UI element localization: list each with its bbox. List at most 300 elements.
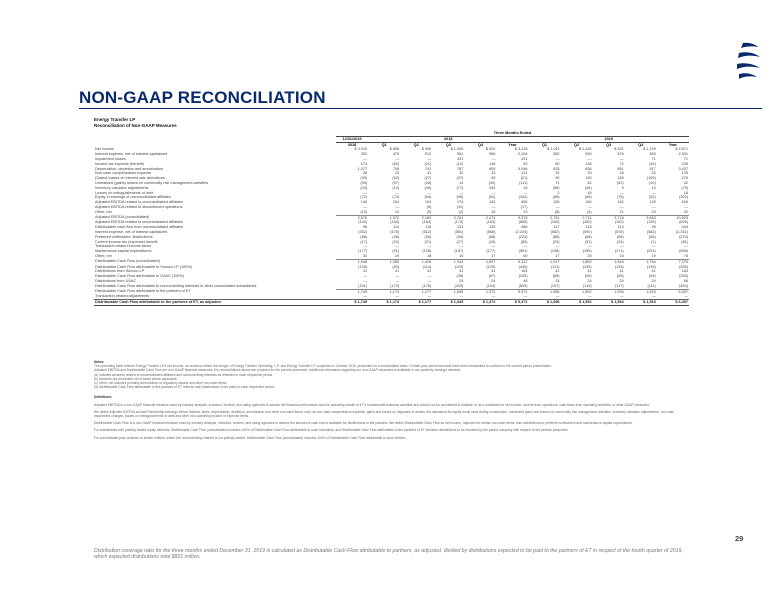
row-value: 14 [459,180,464,185]
row-value: $ 1,199 [643,147,656,152]
row-value: 41 [394,269,400,274]
row-value: 19 [651,253,656,258]
reconciliation-table [94,131,689,306]
row-value: (111) [647,283,656,288]
row-value: (68) [584,234,592,239]
row-value: (551) [454,229,464,234]
row-value: 10,823 [657,215,689,220]
row-value: (21) [424,239,432,244]
row-value: 53 [523,161,528,166]
row-value: 164 [521,269,528,274]
row-value: 2,331 [678,152,688,157]
row-value: 2,474 [464,215,496,220]
row-value: (566) [486,229,496,234]
row-value: 6,397 [657,289,689,294]
row-value: (475) [390,229,400,234]
row-value: (54) [424,234,432,239]
row-value: $ 4,015 [354,147,368,152]
row-value: 3,437 [678,166,688,171]
row-value: (17) [360,239,368,244]
row-value: (2,331) [675,229,688,234]
column-header: Year [508,142,517,147]
row-value: (49) [424,185,432,190]
row-value: — [363,294,368,299]
row-value: — [651,190,656,195]
row-value: (111) [519,180,528,185]
row-value: (17) [520,204,528,209]
row-value: (66) [552,274,560,279]
row-value: (83) [392,264,400,269]
row-value: 24 [491,278,496,283]
row-value: — [395,204,400,209]
row-value: (68) [488,234,496,239]
row-value: (48) [392,234,400,239]
row-value: (139) [358,264,368,269]
row-value: (68) [552,195,560,200]
row-value: (655) [518,220,528,225]
row-value: (119) [583,283,592,288]
row-label: (Gains) losses on interest rate derivatives [95,176,165,181]
row-value: $ 931 [614,147,624,152]
row-value: (224) [646,249,656,254]
row-value: (66) [584,195,592,200]
row-value: — [427,294,432,299]
row-value: 566 [489,152,496,157]
row-value: 486 [521,225,528,230]
row-value: 24 [651,278,656,283]
row-value: (626) [679,220,688,225]
row-value: (164) [422,220,432,225]
row-value: 1,385 [368,259,400,264]
row-value: 21 [619,209,624,214]
row-value: 576 [617,152,624,157]
row-value: 1,696 [528,289,560,294]
row-value: 95 [491,176,496,181]
row-value: 3,046 [517,166,528,171]
row-value: 114 [393,225,400,230]
row-value: 851 [617,166,624,171]
row-value: (113) [550,264,560,269]
row-value: 48 [523,278,528,283]
row-value: 41 [555,269,560,274]
row-value: (94) [360,180,368,185]
row-value: — [363,244,368,249]
row-label: Adjusted EBITDA related to unconsolidated affiliates [95,200,183,205]
row-value: 33 [491,171,496,176]
row-value: 235 [681,161,688,166]
note-line: (c) Other, net includes primarily amortization of regulatory assets and other non-cash items. [94,381,228,386]
row-value: (27) [456,239,464,244]
table-subtitle: Reconciliation of Non-GAAP Measures [94,123,177,128]
row-value: (39) [360,176,368,181]
row-value: (117) [615,283,624,288]
row-value: (52) [392,176,400,181]
row-label: Preferred unitholders' distributions [95,234,153,239]
row-value: 1,944 [432,259,464,264]
row-value: (31) [584,239,592,244]
row-value: (68) [552,234,560,239]
row-label: Distributions from Sunoco LP [95,269,145,274]
row-value: (92) [649,195,656,200]
row-value: 95 [651,225,656,230]
row-value: (40) [488,180,496,185]
row-value: 276 [681,176,688,181]
row-value: (154) [390,220,400,225]
row-value: 836 [585,166,592,171]
row-value: 1,594 [593,289,625,294]
row-label: Interest expense, net of interest capitalized [95,152,168,157]
row-value: (114) [422,264,432,269]
row-value: $ 936 [421,147,432,152]
col-group-header: 12/31/2019 [336,136,368,142]
title-rule [79,108,762,109]
row-value: 1,972 [368,215,400,220]
row-value: 154 [392,200,400,205]
column-header: Q4 [638,142,644,147]
row-value: (85) [520,239,528,244]
column-header: Q1 [381,142,387,147]
row-label: Maintenance capital expenditures [95,249,152,254]
row-value: — [523,244,528,249]
row-value: (155) [582,249,592,254]
row-value: — [555,244,560,249]
note-line: (b) Amounts are presented net of taxes where applicable. [94,376,178,381]
row-value: (104) [486,283,496,288]
row-value: (79) [681,185,688,190]
row-value: 154 [489,185,496,190]
row-value: (37) [456,176,464,181]
row-value: (576) [614,229,624,234]
row-value: 1,845 [593,259,625,264]
row-value: — [587,244,592,249]
row-label: Distributions from USAC [95,278,137,283]
row-value: (134) [614,264,624,269]
row-value: 23 [523,209,528,214]
row-value: $ 1,177 [400,300,432,306]
row-value: 41 [362,269,368,274]
row-value: (81) [681,239,688,244]
row-value: — [555,156,560,161]
row-value: $ 1,515 [625,300,657,306]
row-value: (224) [518,234,528,239]
row-value: (126) [422,249,432,254]
notes-section [94,360,689,440]
row-value: 1,749 [336,289,368,294]
row-label: Losses on extinguishments of debt [95,190,154,195]
row-value: 1,764 [625,259,657,264]
row-value: 917 [649,166,656,171]
definition-paragraph: For subsidiaries with publicly traded equity interests, Distributable Cash Flow (consolidated) includes 100% of Distributable Cash Flow attributable to such subsidiary, and Distributable Cash Flow attributable to the partners of ET includes distributions to be received by the parent company with respect to the periods presented. [94,428,569,433]
row-value: (27) [424,176,432,181]
row-value: $ 1,749 [336,300,368,306]
row-value: — [363,156,368,161]
row-label: Distributable Cash Flow attributable to noncontrolling interests in other consolidated subsidiaries [95,283,257,288]
row-value: (77) [456,185,464,190]
row-value: 1,077 [357,166,368,171]
row-value: 33 [587,171,592,176]
row-value: (302) [679,195,688,200]
row-value: 32 [459,171,464,176]
row-value: 31 [427,171,432,176]
row-value: — [651,204,656,209]
row-value: (76) [616,195,624,200]
row-value: 41 [587,269,592,274]
row-value: — [555,294,560,299]
row-label: Current income tax (expense) benefit [95,239,158,244]
row-value: — [587,294,592,299]
row-value: (512) [422,229,432,234]
row-value: 2,731 [528,215,560,220]
definitions-heading: Definitions: [94,395,113,400]
row-value: (22) [392,239,400,244]
row-value: 14 [651,185,656,190]
row-label: Transaction-related income taxes [95,244,151,249]
row-value: $ 1,173 [368,300,400,306]
row-value: — [491,244,496,249]
row-label: Equity in earnings of unconsolidated affiliates [95,195,171,200]
row-value: — [395,190,400,195]
row-value: 96 [362,225,368,230]
row-value: 163 [489,200,496,205]
row-value: $ 3,418 [514,147,528,152]
row-value: 116 [425,225,432,230]
row-value: (25) [552,239,560,244]
row-value: 162 [617,200,624,205]
row-value: (160) [582,220,592,225]
row-value: $ 1,592 [561,300,593,306]
row-value: $ 1,372 [464,300,496,306]
row-value: (24) [616,239,624,244]
row-value: (21) [424,161,432,166]
row-value: 33 [651,171,656,176]
row-value: 809 [489,166,496,171]
row-value: $ 5,371 [496,300,528,306]
row-value: (658) [679,249,688,254]
column-header: Q3 [445,142,451,147]
row-value: (54) [456,234,464,239]
row-value: (101) [358,283,368,288]
row-label: Inventory valuation adjustments [95,185,149,190]
row-value: 431 [456,156,464,161]
row-value: 15 [459,253,464,258]
page-title: NON-GAAP RECONCILIATION [79,88,326,107]
row-value: 71 [555,180,560,185]
row-label: Impairment losses [95,156,126,161]
row-label: Distributable Cash Flow attributable to Sunoco LP (100%) [95,264,193,269]
row-value: 165 [553,200,560,205]
row-value: $ 620 [485,147,496,152]
row-value: (21) [520,176,528,181]
row-value: (176) [422,283,432,288]
row-value: (73) [392,195,400,200]
row-value: 2 [557,190,560,195]
row-value: — [491,204,496,209]
row-value: (177) [486,249,496,254]
row-value: 5,371 [496,289,528,294]
row-value: (582) [550,229,560,234]
row-value: (174) [454,220,464,225]
row-value: 117 [553,225,560,230]
page-number: 29 [735,534,744,543]
row-value: 113 [617,225,624,230]
row-value: 69 [523,253,528,258]
row-value: (344) [518,195,528,200]
row-value: (3) [426,209,432,214]
row-value: (68) [616,234,624,239]
notes-heading: Notes: [94,360,105,364]
column-header: Q2 [574,142,580,147]
row-value: 125 [489,225,496,230]
row-value: 582 [553,152,560,157]
row-value: 41 [427,269,432,274]
row-value: 96 [683,278,688,283]
row-value: 551 [456,152,464,157]
row-value: — [523,294,528,299]
row-value: (62) [392,161,400,166]
row-value: (8) [554,209,560,214]
column-header: Q1 [541,142,548,147]
column-header: Q3 [606,142,612,147]
row-value: (11) [456,204,464,209]
row-value: (28) [424,180,432,185]
row-value: $ 4,571 [675,147,688,152]
row-value: $ 1,594 [593,300,625,306]
row-value: (551) [518,249,528,254]
row-value: 30 [362,253,368,258]
row-value: (6) [426,204,432,209]
row-value: — [491,156,496,161]
row-value: (653) [518,283,528,288]
row-value: — [427,274,432,279]
row-value: 1,850 [561,259,593,264]
row-value: 139 [649,200,656,205]
row-value: — [491,190,496,195]
row-value: (15) [360,209,368,214]
row-value: (10) [649,180,656,185]
row-value: (4) [586,209,592,214]
row-label: Non-cash compensation expense [95,171,152,176]
row-label: Other, net [95,210,112,214]
row-value: 190 [585,176,592,181]
row-value: 160 [585,200,592,205]
row-value: 80 [555,161,560,166]
row-value: — [363,274,368,279]
row-value: 1,607 [464,259,496,264]
row-value: (203) [454,283,464,288]
row-value: (590) [582,229,592,234]
note-line: (d) Distributable Cash Flow attributable to the partners of ET reflects cash distributions to be paid for each respective period. [94,385,275,390]
row-value: 18 [491,209,496,214]
column-header: Q2 [413,142,419,147]
row-value: 23 [651,209,656,214]
row-value: 833 [553,166,560,171]
row-value: 24 [619,278,624,283]
row-label: Adjusted EBITDA related to discontinued operations [95,204,183,209]
row-value: 15 [619,253,624,258]
row-value: 16 [523,185,528,190]
row-value: (61) [616,180,624,185]
row-value: — [363,190,368,195]
row-value: (58) [552,185,560,190]
row-value: — [619,156,624,161]
row-value: (140) [358,220,368,225]
row-value: (169) [646,176,656,181]
row-value: (107) [550,283,560,288]
row-value: 38 [362,171,368,176]
row-value: 1,917 [528,259,560,264]
row-value: (270) [679,234,688,239]
row-value: (2) [458,209,464,214]
row-value: 1,649 [432,289,464,294]
row-value: 2,576 [336,215,368,220]
row-value: (57) [392,180,400,185]
row-value: 18 [683,190,688,195]
row-value: 90 [555,176,560,181]
row-value: (12) [456,161,464,166]
row-value: $ 1,011 [547,147,560,152]
row-label: Adjusted EBITDA (consolidated) [95,215,150,220]
row-value: 148 [489,161,496,166]
row-value: — [459,294,464,299]
row-value: — [523,190,528,195]
footnote: Distribution coverage ratio for the three months ended December 31, 2019 is calculated as Distributable Cash Flow attributable to partners, as adjusted, divided by distributions expected to be paid to the partners of ET in respect of the fourth quarter of 2019, which expected distributions total $821 million. [94,548,683,561]
row-value: — [684,294,688,299]
row-value: 1,592 [561,289,593,294]
row-value: 9 [621,185,624,190]
row-value: — [684,244,688,249]
row-label: Income tax expense (benefit) [95,161,144,166]
row-value: $ 1,696 [528,300,560,306]
row-value: 174 [456,200,464,205]
column-header: Q4 [477,142,483,147]
row-value: (149) [582,264,592,269]
row-value: 164 [424,200,432,205]
row-value: 42 [683,180,688,185]
row-value: — [459,244,464,249]
row-value: 42 [587,180,592,185]
row-value: — [651,244,656,249]
row-value: 164 [681,269,688,274]
row-value: 2,718 [593,215,625,220]
column-header: Year [668,142,677,147]
row-value: — [427,190,432,195]
row-value: 17 [491,253,496,258]
row-value: 71 [651,156,656,161]
table-row [94,300,689,306]
row-value: 2,104 [517,152,528,157]
definition-paragraph: For consolidated joint ventures or similar entities, where the noncontrolling interest is not publicly traded, Distributable Cash Flow (consolidated) includes 100% of Distributable Cash Flow attributable to such entities. [94,435,407,440]
row-value: (454) [679,283,688,288]
row-value: 41 [491,269,496,274]
row-value: — [651,294,656,299]
row-value: (91) [392,249,400,254]
row-value: 165 [617,176,624,181]
row-value: 16 [587,190,592,195]
row-value: 1,173 [368,289,400,294]
row-value: 787 [456,166,464,171]
row-value: (20) [360,185,368,190]
row-value: — [427,244,432,249]
row-value: 41 [459,269,464,274]
row-value: (139) [646,264,656,269]
row-value: — [427,278,432,283]
row-value: 583 [649,152,656,157]
row-value: 9,376 [496,215,528,220]
row-value: 71 [683,156,688,161]
row-value: (177) [358,249,368,254]
definition-paragraph: We define Adjusted EBITDA as total Partnership earnings before interest, taxes, depreciation, depletion, amortization and other non-cash items, such as non-cash compensation expense, gains and losses on disposals of assets, the allowance for equity funds used during construction, unrealized gains and losses on commodity risk management activities, inventory valuation adjustments, non-cash impairment charges, losses on extinguishments of debt and other non-operating income or expense items. [94,409,675,419]
row-value: 512 [424,152,432,157]
